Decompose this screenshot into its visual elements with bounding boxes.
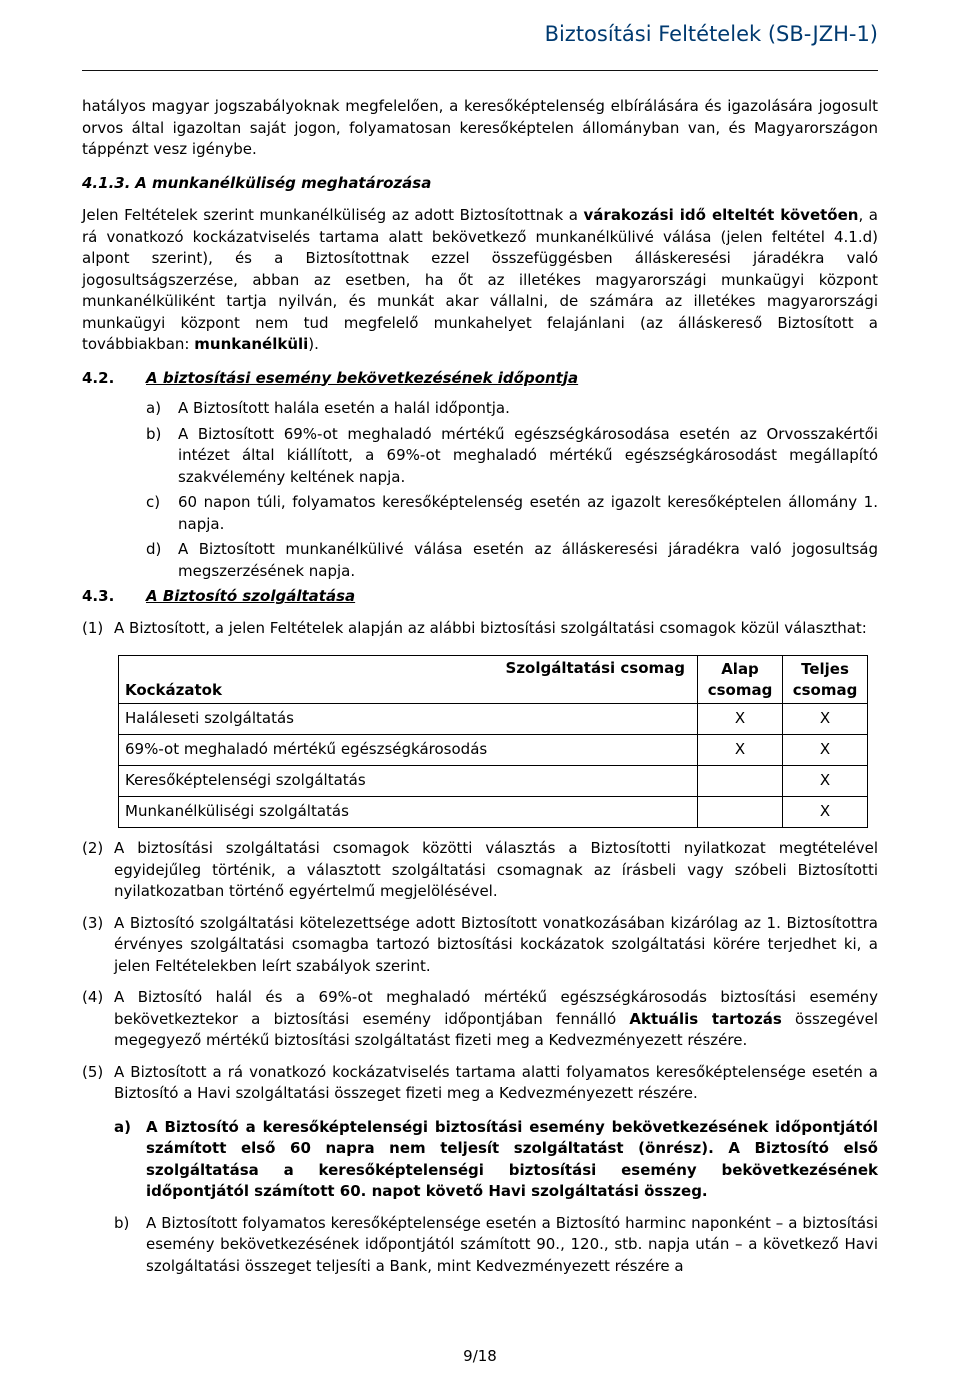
risk-name: Munkanélküliségi szolgáltatás (119, 797, 698, 828)
list-item (146, 492, 878, 535)
basic-mark (698, 766, 783, 797)
paragraph-text: A Biztosított, a jelen Feltételek alapján az alábbi biztosítási szolgáltatási csomagok közül választhat: (114, 618, 867, 637)
full-mark: X (783, 735, 868, 766)
table-corner-cell (119, 656, 698, 704)
paragraph-5 (82, 1062, 878, 1105)
full-mark: X (783, 704, 868, 735)
list-item-label: a) (146, 399, 162, 417)
unemployment-definition (82, 205, 878, 356)
definition-text-2: , a rá vonatkozó kockázatviselés tartama alatt bekövetkező munkanélkülivé válása (jelen feltétel 4.1.d) alpont szerint), és a Biztosítottnak ezzel összefüggésben álláskeresési járadékra való jogosultságszerzése, abban az esetben, ha őt az illetékes magyarországi munkaügyi központ munkanélküliként tartja nyilván, és munkát akar vállalni, de számára az illetékes magyarországi munkaügyi központ nem tud megfelelő munkahelyet felajánlani (az álláskereső Biztosított a továbbiakban: (82, 206, 878, 353)
list-item-label: b) (114, 1213, 130, 1232)
paragraph-text-part: összegével megegyező mértékű biztosítási szolgáltatást fizeti meg a Kedvezményezett részére. (114, 1009, 878, 1049)
basic-mark: X (698, 704, 783, 735)
intro-paragraph: hatályos magyar jogszabályoknak megfelelően, a keresőképtelenség elbírálására és igazolására jogosult orvos által igazoltan saját jogon, folyamatosan keresőképtelen állományban van, és Magyarországon táppénzt vesz igénybe. (82, 97, 878, 158)
table-row (119, 797, 868, 828)
risk-name: Keresőképtelenségi szolgáltatás (119, 766, 698, 797)
list-item (146, 398, 878, 420)
table-row (119, 735, 868, 766)
section-number: 4.2. (82, 368, 115, 387)
paragraph-text: A Biztosító szolgáltatási kötelezettsége adott Biztosított vonatkozásában kizárólag az 1. Biztosítottra érvényes szolgáltatási csomagba tartozó biztosítási kockázatok szolgáltatási körére terjedhet ki, a jelen Feltételekben leírt szabályok szerint. (114, 913, 878, 975)
list-item (146, 539, 878, 582)
section-title: A munkanélküliség meghatározása (135, 173, 432, 192)
paragraph-text: A biztosítási szolgáltatási csomagok közötti választás a Biztosítotti nyilatkozat megtételével egyidejűleg történik, a választott szolgáltatási csomagnak az írásbeli vagy szóbeli Biztosítotti nyilatkozatban történő egyértelmű megjelölésével. (114, 839, 878, 900)
paragraph-1 (82, 618, 878, 640)
section-title: A biztosítási esemény bekövetkezésének időpontja (146, 368, 579, 387)
basic-mark (698, 797, 783, 828)
paragraph-text: A Biztosított a rá vonatkozó kockázatviselés tartama alatti folyamatos keresőképtelensége esetén a Biztosító a Havi szolgáltatási összeget fizeti meg a Kedvezményezett részére. (114, 1062, 878, 1102)
section-4-2-heading (82, 368, 878, 390)
paragraph-label: (2) (82, 839, 104, 857)
service-package-table (118, 655, 868, 828)
table-row (119, 766, 868, 797)
header-risks-label: Kockázatok (125, 680, 222, 699)
paragraph-4 (82, 987, 878, 1052)
list-item (146, 424, 878, 489)
list-item-text: A Biztosított 69%-ot meghaladó mértékű egészségkárosodása esetén az Orvosszakértői intézet által kiállított, a 69%-ot meghaladó mértékű egészségkárosodást megállapító szakvélemény keltének napja. (178, 424, 878, 486)
section-number: 4.1.3. (82, 173, 131, 192)
section-4-1-3-heading (82, 173, 878, 195)
list-item-label: d) (146, 540, 162, 558)
header-basic-package: Alap csomag (698, 656, 783, 704)
table-header-row (119, 656, 868, 704)
list-item (114, 1213, 878, 1278)
definition-bold-1: várakozási idő elteltét követően (583, 206, 859, 224)
definition-bold-2: munkanélküli (194, 335, 309, 353)
section-number: 4.3. (82, 587, 115, 605)
paragraph-2 (82, 838, 878, 903)
header-divider (82, 70, 878, 71)
list-item-text: 60 napon túli, folyamatos keresőképtelenség esetén az igazolt keresőképtelen állomány 1. napja. (178, 493, 878, 533)
risk-name: Haláleseti szolgáltatás (119, 704, 698, 735)
definition-text-1: Jelen Feltételek szerint munkanélküliség az adott Biztosítottnak a (82, 206, 584, 224)
paragraph-label: (1) (82, 618, 104, 637)
section-title: A Biztosító szolgáltatása (146, 587, 356, 605)
header-full-package: Teljes csomag (783, 656, 868, 704)
full-mark: X (783, 766, 868, 797)
full-mark: X (783, 797, 868, 828)
paragraph-label: (3) (82, 913, 104, 932)
list-item-label: b) (146, 424, 162, 443)
document-header-title: Biztosítási Feltételek (SB-JZH-1) (544, 22, 878, 46)
document-body (82, 96, 878, 1287)
paragraph-5-sublist (114, 1117, 878, 1278)
section-4-3-heading (82, 586, 878, 608)
list-item-text: A Biztosító a keresőképtelenségi biztosítási esemény bekövetkezésének időpontjától számított első 60 napra nem teljesít szolgáltatást (önrész). A Biztosító első szolgáltatása a keresőképtelenségi biztosítási esemény bekövetkezésének időpontjától számított 60. napot követő Havi szolgáltatási összeg. (146, 1117, 878, 1200)
list-item (114, 1117, 878, 1203)
paragraph-text (114, 987, 878, 1052)
list-item-text: A Biztosított halála esetén a halál időpontja. (178, 399, 510, 417)
list-item-text: A Biztosított folyamatos keresőképtelensége esetén a Biztosító harminc naponként – a biztosítási esemény bekövetkezésének időpontjától számított 90., 120., stb. napja után – a következő Havi szolgáltatási összeget teljesíti a Bank, mint Kedvezményezett részére a (146, 1213, 878, 1275)
paragraph-3 (82, 913, 878, 978)
basic-mark: X (698, 735, 783, 766)
header-package-label: Szolgáltatási csomag (505, 659, 685, 677)
paragraph-text-part: A Biztosító halál és a 69%-ot meghaladó mértékű egészségkárosodás biztosítási esemény bekövetkeztekor a biztosítási esemény időpontjában fennálló (114, 988, 878, 1028)
list-item-label: a) (114, 1117, 131, 1136)
paragraph-label: (5) (82, 1062, 104, 1081)
table-row (119, 704, 868, 735)
list-item-label: c) (146, 493, 161, 511)
page-number: 9/18 (463, 1347, 497, 1365)
event-date-list (146, 398, 878, 582)
paragraph-label: (4) (82, 988, 104, 1006)
risk-name: 69%-ot meghaladó mértékű egészségkárosodás (119, 735, 698, 766)
list-item-text: A Biztosított munkanélkülivé válása esetén az álláskeresési járadékra való jogosultság megszerzésének napja. (178, 540, 878, 580)
paragraph-bold-term: Aktuális tartozás (629, 1009, 782, 1028)
definition-text-3: ). (308, 335, 319, 353)
